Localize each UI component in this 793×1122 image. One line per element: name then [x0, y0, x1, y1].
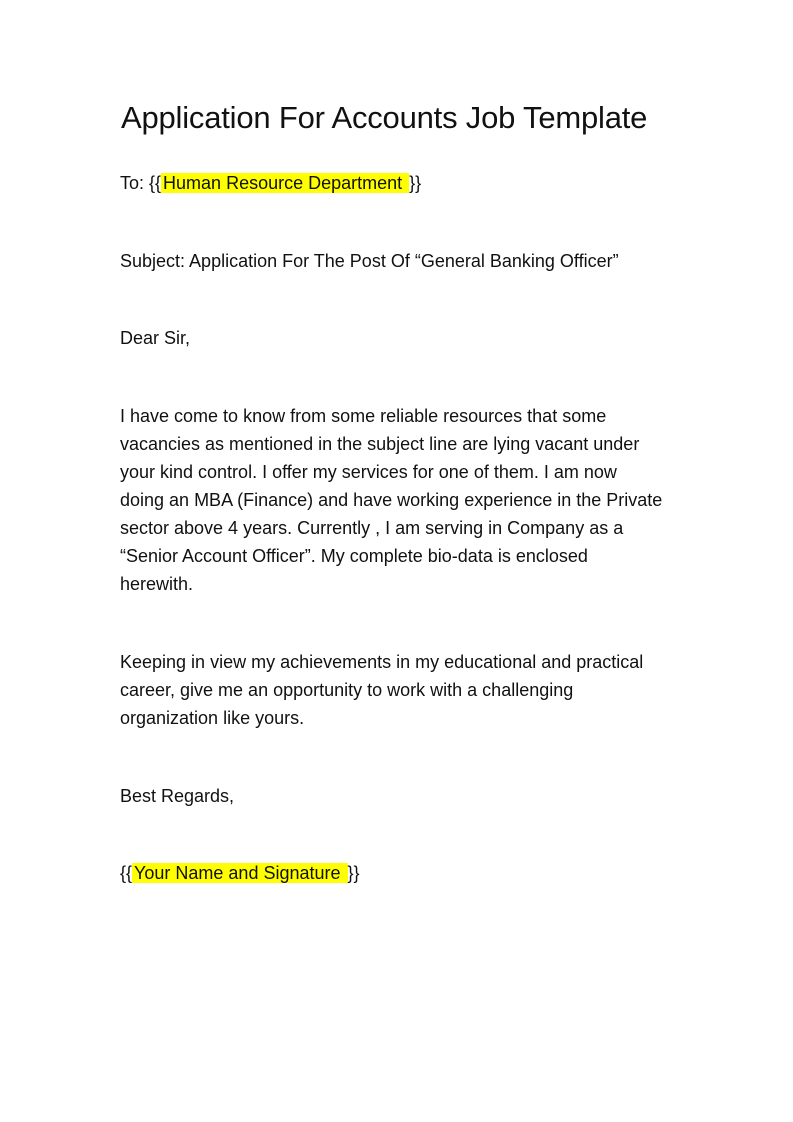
signature-line [120, 859, 360, 887]
body-paragraph-1: I have come to know from some reliable resources that some vacancies as mentioned in the subject line are lying vacant under your kind control. I offer my services for one of them. I am now doing an MBA (Finance) and have working experience in the Private sector above 4 years. Currently , I am serving in Company as a “Senior Account Officer”. My complete bio-data is enclosed herewith. [120, 406, 663, 594]
recipient-line [120, 169, 421, 197]
recipient-suffix: }} [409, 173, 422, 193]
subject-line: Subject: Application For The Post Of “General Banking Officer” [120, 251, 619, 271]
signature-placeholder[interactable]: Your Name and Signature [134, 863, 346, 883]
signature-prefix: {{ [120, 863, 133, 883]
salutation: Dear Sir, [120, 328, 191, 348]
recipient-placeholder[interactable]: Human Resource Department [163, 173, 408, 193]
recipient-prefix: To: {{ [120, 173, 162, 193]
signature-suffix: }} [347, 863, 360, 883]
closing: Best Regards, [120, 786, 235, 806]
document-title: Application For Accounts Job Template [121, 100, 648, 135]
body-paragraph-2: Keeping in view my achievements in my educational and practical career, give me an opportunity to work with a challenging organization like yours. [120, 652, 644, 728]
